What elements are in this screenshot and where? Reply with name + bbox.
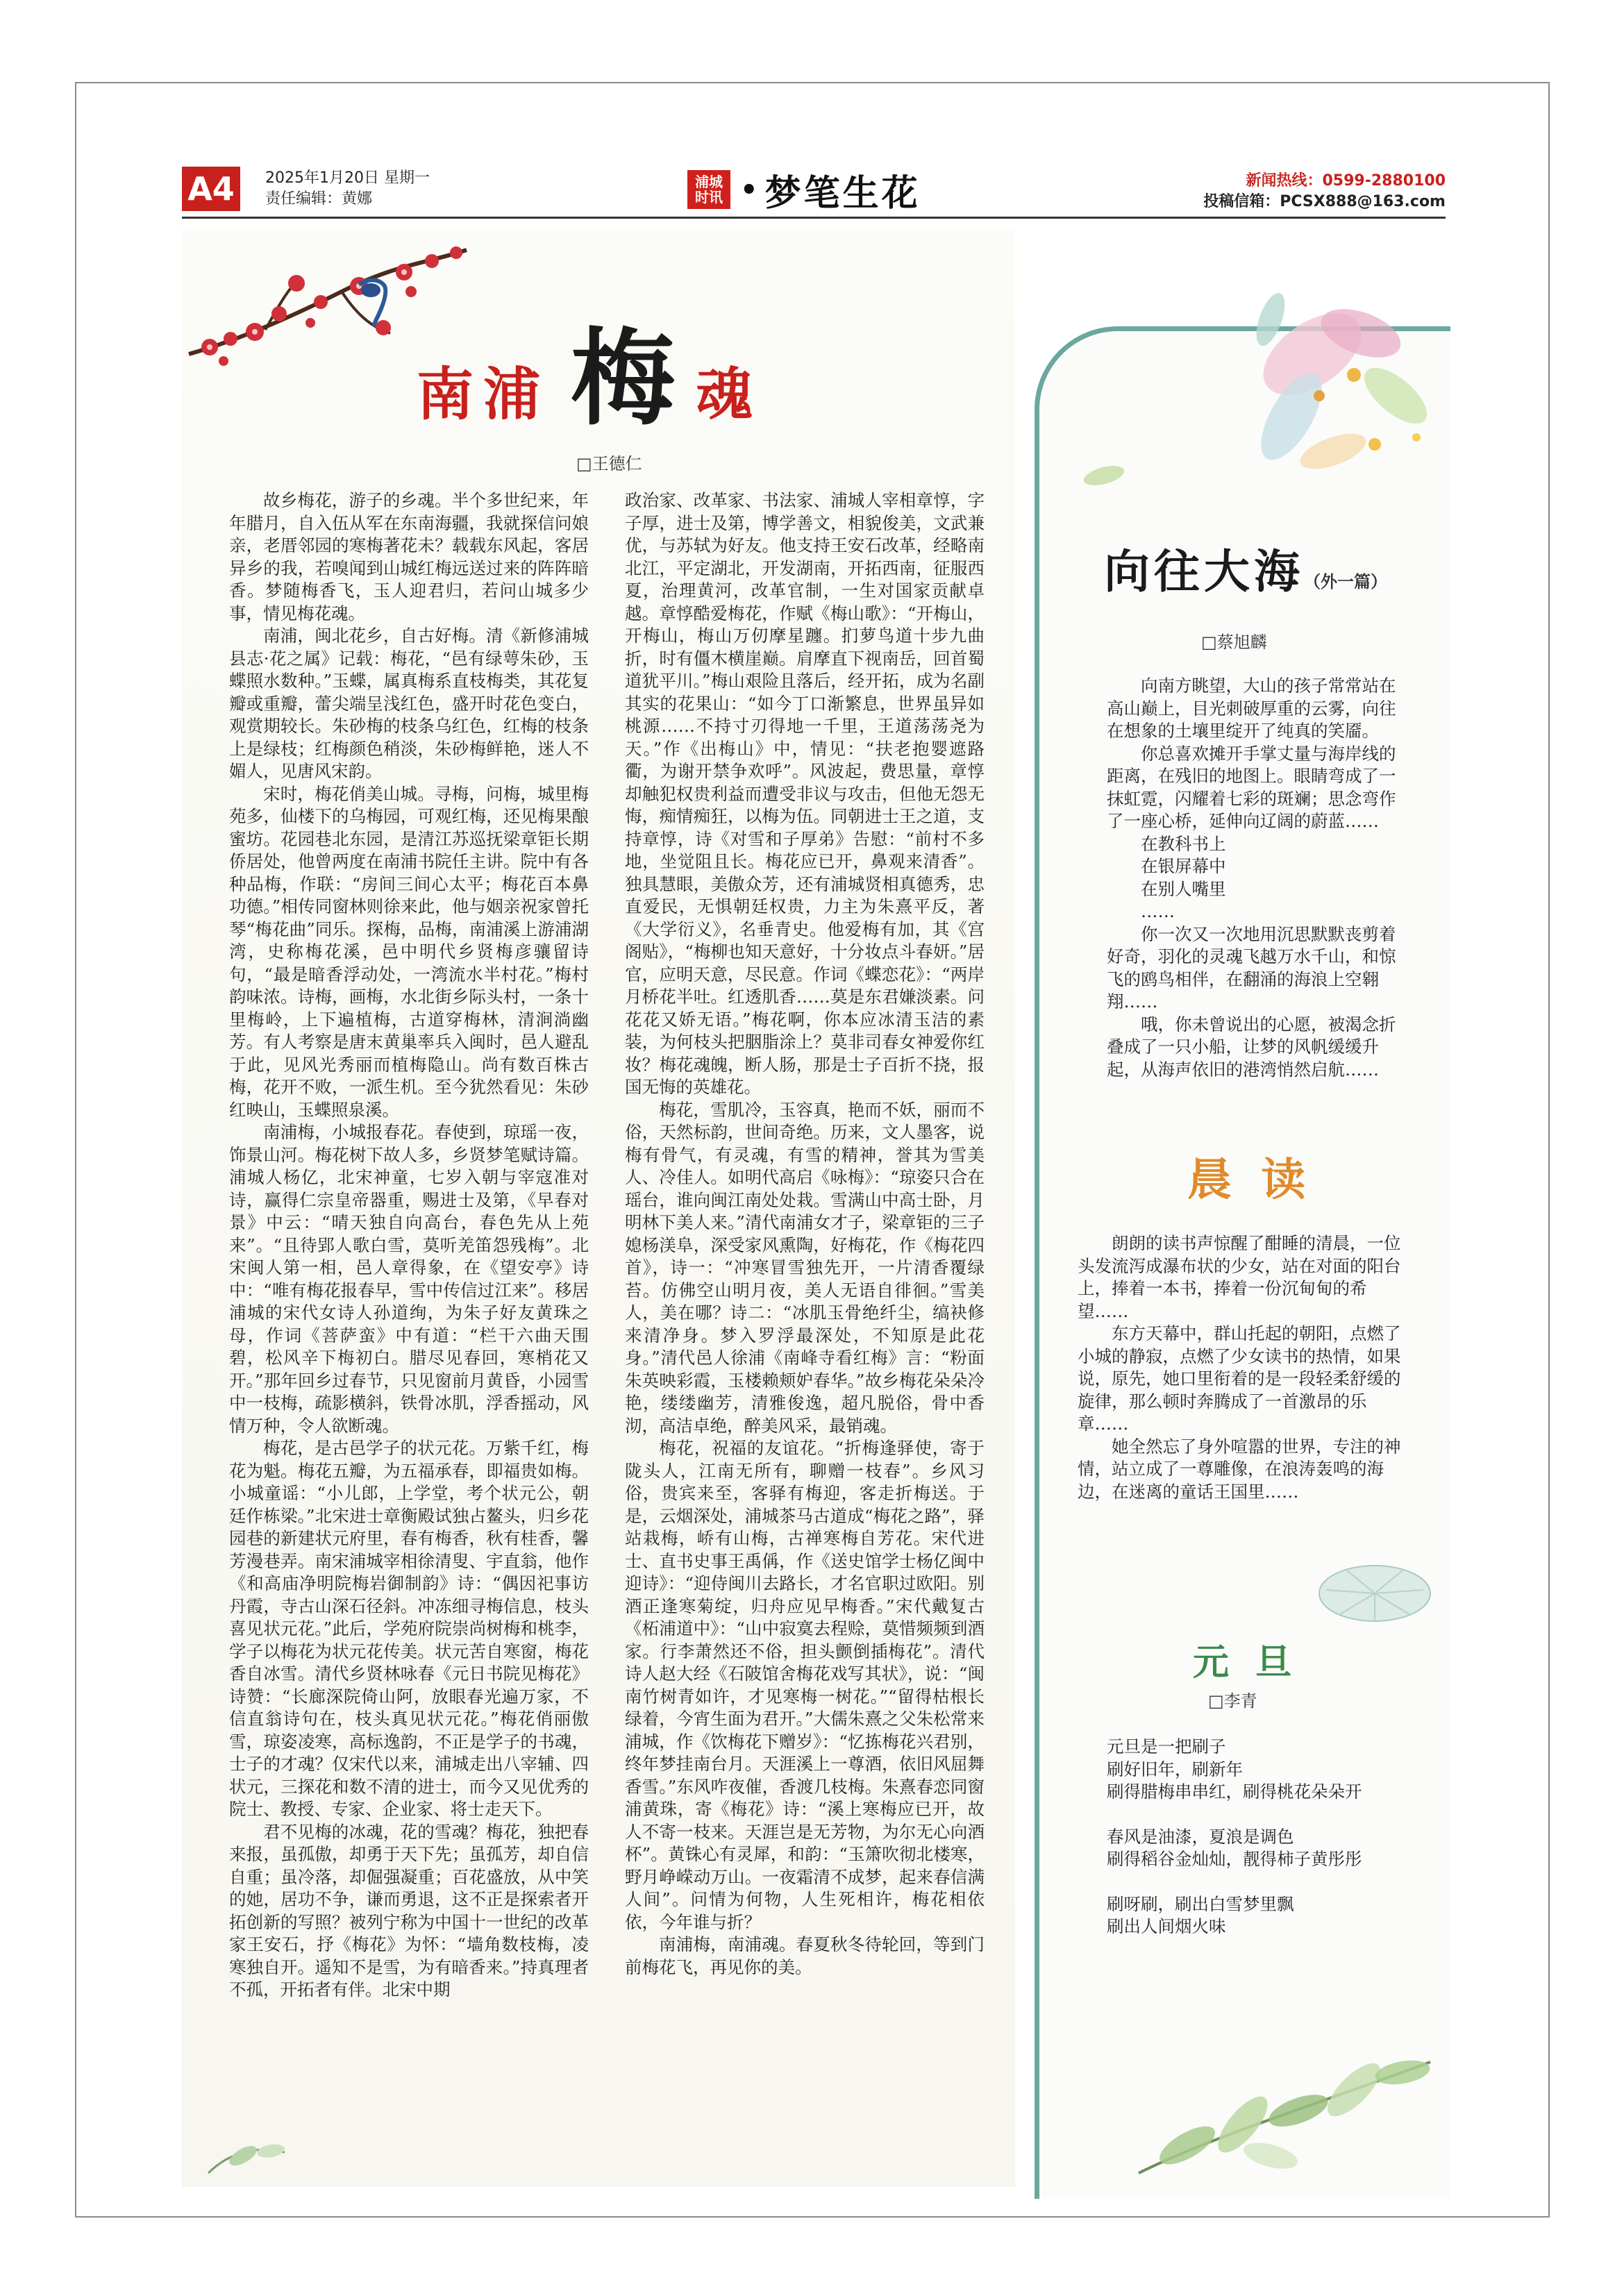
paragraph: 宋时，梅花俏美山城。寻梅，问梅，城里梅苑多，仙楼下的乌梅园，可观红梅，还见梅果酿蜜坊。花园巷北东园，是清江苏巡抚梁章钜长期侨居处，他曾两度在南浦书院任主讲。院中有各种品梅，作联：“房间三间心太平；梅花百本鼻功德。”相传同窗林则徐来此，他与姻亲祝家曾托琴“梅花曲”同乐。探梅，品梅，南浦溪上游浦湖湾，史称梅花溪，邑中明代乡贤梅彦骧留诗句，“最是暗香浮动处，一湾流水半村花。”梅村韵味浓。诗梅，画梅，水北街乡际头村，一条十里梅岭，上下遍植梅，古道穿梅林，清涧淌幽芳。有人考察是唐末黄巢率兵入闽时，邑人避乱于此，见风光秀丽而植梅隐山。尚有数百株古梅，花开不败，一派生机。至今犹然看见：朱砂红映山，玉蝶照泉溪。 bbox=[229, 783, 589, 1120]
column-masthead bbox=[687, 165, 921, 214]
article-column-1 bbox=[229, 489, 589, 2002]
poem3-title: 元 旦 bbox=[1193, 1642, 1299, 1684]
header-meta bbox=[265, 168, 430, 210]
issue-date: 2025年1月20日 星期一 bbox=[265, 169, 430, 187]
title-part-left: 南浦 bbox=[417, 361, 551, 428]
newspaper-logo: 浦城 时讯 bbox=[687, 170, 730, 209]
page-header bbox=[182, 161, 1446, 217]
poem1-author: □蔡旭麟 bbox=[1201, 632, 1267, 652]
paragraph: 君不见梅的冰魂，花的雪魂？梅花，独把春来报，虽孤傲，却勇于天下先；虽孤芳，却自信自重；虽冷落，却倔强凝重；百花盛放，从中笑的她，居功不争，谦而勇退，这不正是探索者开拓创新的写照？被列宁称为中国十一世纪的改革家王安石，抒《梅花》为怀：“墙角数枝梅，凌寒独自开。遥知不是雪，为有暗香来。”持真理者不孤，开拓者有伴。北宋中期 bbox=[229, 1821, 589, 2000]
editor-name: 责任编辑：黄娜 bbox=[265, 190, 373, 208]
paragraph: 南浦，闽北花乡，自古好梅。清《新修浦城县志·花之属》记载：梅花，“邑有绿萼朱砂，玉蝶照水数种。”玉蝶，属真梅系直枝梅类，其花复瓣或重瓣，蕾尖端呈浅红色，盛开时花色变白，观赏期较长。朱砂梅的枝条乌红色，红梅的枝条上是绿枝；红梅颜色稍淡，朱砂梅鲜艳，迷人不媚人，见唐风宋韵。 bbox=[229, 626, 589, 781]
poem2-title: 晨 读 bbox=[1187, 1155, 1313, 1206]
stanza: 刷呀刷，刷出白雪梦里飘 刷出人间烟火味 bbox=[1107, 1893, 1294, 1936]
green-leaves-decoration bbox=[1125, 2034, 1444, 2187]
article-title bbox=[417, 317, 763, 439]
separator-dot: • bbox=[740, 173, 758, 206]
watercolor-flower-decoration bbox=[1229, 278, 1451, 507]
paragraph: 故乡梅花，游子的乡魂。半个多世纪来，年年腊月，自入伍从军在东南海疆，我就探信问娘亲，老厝邻园的寒梅著花未？载载东风起，客居异乡的我，若嗅闻到山城红梅远送过来的阵阵暗香。梦随梅香飞，玉人迎君归，若问山城多少事，情见梅花魂。 bbox=[229, 490, 589, 623]
paragraph: 政治家、改革家、书法家、浦城人宰相章惇，字子厚，进士及第，博学善文，相貌俊美，文武兼优，与苏轼为好友。他支持王安石改革，经略南北江，平定湖北，开发湖南，开拓西南，征服西夏，治理黄河，改革官制，一生对国家贡献卓越。章惇酷爱梅花，作赋《梅山歌》：“开梅山，开梅山，梅山万仞摩星躔。扪萝鸟道十步九曲折，时有僵木横崖巅。肩摩直下视南岳，回首蜀道犹平川。”梅山艰险且落后，经开拓，成为名副其实的花果山：“如今丁口渐繁息，世界虽异如桃源……不持寸刃得地一千里，王道荡荡尧为天。”作《出梅山》中，情见：“扶老抱婴遮路衢，为谢开禁争欢呼”。风波起，费思量，章惇却触犯权贵利益而遭受非议与攻击，但他无怨无悔，痴情痴狂，以梅为伍。同朝进士王之道，支持章惇，诗《对雪和子厚弟》告慰：“前村不多地，坐觉阻且长。梅花应已开，鼻观来清香”。独具慧眼，美傲众芳，还有浦城贤相真德秀，忠直爱民，无惧朝廷权贵，力主为朱熹平反，著《大学衍义》，名垂青史。他爱梅有加，其《宫阁贴》，“梅柳也知天意好，十分妆点斗春妍。”居官，应明天意，尽民意。作词《蝶恋花》：“两岸月桥花半吐。红透肌香……莫是东君嫌淡素。问花花又娇无语。”梅花啊，你本应冰清玉洁的素装，为何枝头把胭脂涂上？莫非司春女神爱你红妆？梅花魂魄，断人肠，那是士子百折不挠，报国无悔的英雄花。 bbox=[625, 490, 985, 1097]
poem3-body bbox=[1107, 1736, 1426, 1961]
poem2-body: 朗朗的读书声惊醒了酣睡的清晨，一位头发流泻成瀑布状的少女，站在对面的阳台上，捧着一本书，捧着一份沉甸甸的希望…… 东方天幕中，群山托起的朝阳，点燃了小城的静寂，点燃了少女读书的热情，如果说，原先，她口里衔着的是一段轻柔舒缓的旋律，那么顿时奔腾成了一首激昂的乐章…… 她全然忘了身外喧嚣的世界，专注的神情，站立成了一尊雕像，在浪涛轰鸣的海边，在迷离的童话王国里…… bbox=[1078, 1233, 1401, 1502]
poem3-author: □李青 bbox=[1208, 1691, 1257, 1711]
paragraph: 梅花，是古邑学子的状元花。万紫千红，梅花为魁。梅花五瓣，为五福承春，即福贵如梅。小城童谣：“小儿郎，上学堂，考个状元公，朝廷作栋梁。”北宋进士章衡殿试独占鳌头，归乡花园巷的新建状元府里，春有梅香，秋有桂香，馨芳漫巷弄。南宋浦城宰相徐清叟、宇直翁，他作《和高庙净明院梅岩御制韵》诗：“偶因祀事访丹霞，寺古山深石径斜。冲冻细寻梅信息，枝头喜见状元花。”此后，学苑府院崇尚树梅和桃李，学子以梅花为状元花传美。状元苦自寒窗，梅花香自冰雪。清代乡贤林咏春《元日书院见梅花》诗赞：“长廊深院倚山阿，放眼春光遍万家，不信直翁诗句在，枝头真见状元花。”梅花俏丽傲雪，琼姿凌寒，高标逸韵，不正是学子的书魂，士子的才魂？仅宋代以来，浦城走出八宰辅、四状元，三探花和数不清的进士，而今又见优秀的院士、教授、专家、企业家、将士走天下。 bbox=[229, 1438, 589, 1819]
poem1-body: 向南方眺望，大山的孩子常常站在高山巅上，目光刺破厚重的云雾，向往在想象的土壤里绽开了纯真的笑靥。 你总喜欢摊开手掌丈量与海岸线的距离，在残旧的地图上。眼睛弯成了一抹虹霓，闪耀着七彩的斑斓；思念弯作了一座心桥，延伸向辽阔的蔚蓝…… 在教科书上 在银屏幕中 在别人嘴里 …… 你一次又一次地用沉思默默丧剪着好奇，羽化的灵魂飞越万水千山，和惊飞的鸥鸟相伴，在翻涌的海浪上空翱翔…… 哦，你未曾说出的心愿，被渴念折叠成了一只小船，让梦的风帆缓缓升起，从海声依旧的港湾悄然启航…… bbox=[1107, 676, 1396, 1080]
news-hotline: 新闻热线：0599-2880100 bbox=[1246, 172, 1446, 190]
header-rule bbox=[182, 217, 1446, 219]
paragraph: 南浦梅，南浦魂。春夏秋冬待轮回，等到门前梅花飞，再见你的美。 bbox=[625, 1934, 985, 1977]
column-title: 梦笔生花 bbox=[764, 172, 921, 215]
submission-email: 投稿信箱：PCSX888@163.com bbox=[1203, 193, 1446, 210]
leaf-icon bbox=[1080, 462, 1128, 489]
article-author: □王德仁 bbox=[576, 454, 642, 474]
stanza: 元旦是一把刷子 刷好旧年，刷新年 刷得腊梅串串红，刷得桃花朵朵开 bbox=[1107, 1736, 1362, 1802]
contact-info bbox=[1203, 171, 1446, 212]
leaf-decoration bbox=[201, 2125, 340, 2180]
poem1-title: 向往大海（外一篇） bbox=[1104, 544, 1387, 598]
article-column-2 bbox=[625, 489, 985, 1979]
title-plum-character: 梅 bbox=[571, 317, 676, 439]
paragraph: 梅花，雪肌冷，玉容真，艳而不妖，丽而不俗，天然标韵，世间奇绝。历来，文人墨客，说梅有骨气，有灵魂，有雪的精神，誉其为雪美人、冷佳人。如明代高启《咏梅》：“琼姿只合在瑶台，谁向闽江南处处栽。雪满山中高士卧，月明林下美人来。”清代南浦女才子，梁章钜的三子媳杨渼阜，深受家风熏陶，好梅花，作《梅花四首》，诗一：“冲寒冒雪独先开，一片清香覆绿苔。仿佛空山明月夜，美人无语自徘徊。”雪美人，美在哪？诗二：“冰肌玉骨绝纤尘，缟袂修来清净身。梦入罗浮最深处，不知原是此花身。”清代邑人徐浦《南峰寺看红梅》言：“粉面朱英映彩霞，玉楼赖颊妒春华。”故乡梅花朵朵冷艳，缕缕幽芳，清雅俊逸，超凡脱俗，骨中香沏，高洁卓绝，醉美风采，最销魂。 bbox=[625, 1099, 985, 1436]
page-number: A4 bbox=[182, 167, 240, 211]
paragraph: 梅花，祝福的友谊花。“折梅逢驿使，寄于陇头人，江南无所有，聊赠一枝春”。乡风习俗，贵宾来至，客驿有梅迎，客走折梅送。于是，云烟深处，浦城茶马古道成“梅花之路”，驿站栽梅，峤有山梅，古禅寒梅自芳花。宋代进士、直书史事王禹偁，作《送史馆学士杨亿闽中迎诗》：“迎侍闽川去路长，才名官职过欧阳。别酒正逢寒菊绽，归舟应见早梅香。”宋代戴复古《柘浦道中》：“山中寂寞去程赊，莫惜频频到酒家。行李萧然还不俗，担头颤倒插梅花”。清代诗人赵大经《石陂馆舍梅花戏写其状》，说：“闽南竹树青如许，才见寒梅一树花。”“留得枯根长绿着，今宵生面为君开。”大儒朱熹之父朱松常来浦城，作《饮梅花下赠岁》：“忆拣梅花兴君别，终年梦挂南台月。天涯溪上一尊酒，依旧风屈舞香雪。”东风咋夜催，香渡几枝梅。朱熹春恋同窗浦黄珠，寄《梅花》诗：“溪上寒梅应已开，故人不寄一枝来。天涯岂是无芳物，为尔无心向酒杯”。黄铢心有灵犀，和韵：“玉箫吹彻北楼寒，野月峥嵘动万山。一夜霜清不成梦，起来春信满人间”。问情为何物，人生死相许，梅花相依依，今年谁与折？ bbox=[625, 1438, 985, 1932]
title-part-right: 魂 bbox=[696, 361, 763, 428]
stanza: 春风是油漆，夏浪是调色 刷得稻谷金灿灿，靓得柿子黄彤彤 bbox=[1107, 1826, 1362, 1869]
paragraph: 南浦梅，小城报春花。春使到，琼瑶一夜，饰景山河。梅花树下故人多，乡贤梦笔赋诗篇。浦城人杨亿，北宋神童，七岁入朝与宰寇准对诗，赢得仁宗皇帝器重，赐进士及第，《早春对景》中云：“晴天独自向高台，春色先从上苑来”。“且待郢人歌白雪，莫听羌笛怨残梅”。北宋闽人第一相，邑人章得象，在《望安亭》诗中：“唯有梅花报春早，雪中传信过江来”。移居浦城的宋代女诗人孙道绚，为朱子好友黄珠之母，作词《菩萨蛮》中有道：“栏干六曲天围碧，松风辛下梅初白。腊尽见春回，寒梢花又开。”那年回乡过春节，只见窗前月黄昏，小园雪中一枝梅，疏影横斜，铁骨冰肌，浮香摇动，风情万种，令人欲断魂。 bbox=[229, 1122, 589, 1436]
lotus-leaf-decoration bbox=[1312, 1555, 1437, 1632]
